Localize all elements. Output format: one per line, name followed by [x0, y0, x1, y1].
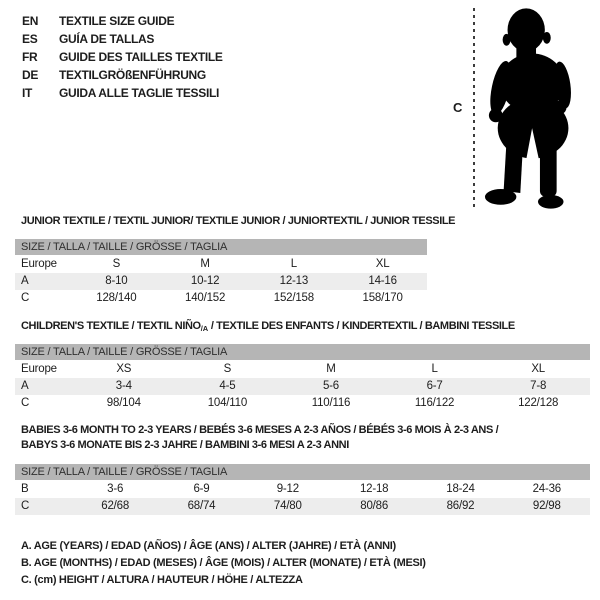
babies-size-table — [15, 464, 590, 515]
row-label: C — [21, 500, 30, 512]
size-cell: XL — [531, 363, 545, 375]
legend-age-months: B. AGE (MONTHS) / EDAD (MESES) / ÂGE (MOIS) / ALTER (MONATE) / ETÀ (MESI) — [21, 557, 426, 569]
table-row-height — [15, 290, 427, 307]
language-row-fr — [22, 48, 223, 66]
age-cell: 10-12 — [190, 275, 220, 287]
height-cell: 158/170 — [362, 292, 403, 304]
age-cell: 24-36 — [532, 483, 562, 495]
height-cell: 140/152 — [185, 292, 226, 304]
language-title: GUÍA DE TALLAS — [59, 32, 155, 46]
height-cell: 122/128 — [518, 397, 559, 409]
table-row-europe — [15, 361, 590, 378]
height-cell: 152/158 — [273, 292, 314, 304]
age-cell: 6-9 — [193, 483, 210, 495]
height-dashed-line — [472, 8, 476, 210]
language-code: FR — [22, 50, 38, 64]
row-label: A — [21, 380, 29, 392]
table-row-age — [15, 273, 427, 290]
age-cell: 8-10 — [105, 275, 128, 287]
height-cell: 116/122 — [414, 397, 455, 409]
row-label: A — [21, 275, 29, 287]
age-cell: 14-16 — [368, 275, 397, 287]
size-header-bar: SIZE / TALLA / TAILLE / GRÖSSE / TAGLIA — [15, 464, 590, 480]
size-cell: XS — [116, 363, 132, 375]
height-cell: 68/74 — [187, 500, 216, 512]
table-row-europe — [15, 256, 427, 273]
height-cell: 104/110 — [207, 397, 248, 409]
age-cell: 18-24 — [446, 483, 475, 495]
table-row-age — [15, 378, 590, 395]
age-cell: 9-12 — [276, 483, 299, 495]
language-title: GUIDA ALLE TAGLIE TESSILI — [59, 86, 220, 100]
legend-age-years: A. AGE (YEARS) / EDAD (AÑOS) / ÂGE (ANS) / ALTER (JAHRE) / ETÀ (ANNI) — [21, 540, 396, 552]
size-cell: XL — [375, 258, 390, 270]
language-code: IT — [22, 86, 33, 100]
height-cell: 86/92 — [446, 500, 475, 512]
height-measure-label: C — [453, 100, 463, 115]
row-label: Europe — [21, 363, 57, 375]
height-cell: 128/140 — [96, 292, 137, 304]
babies-table-title — [21, 423, 498, 453]
size-header-bar: SIZE / TALLA / TAILLE / GRÖSSE / TAGLIA — [15, 239, 427, 255]
size-header-bar: SIZE / TALLA / TAILLE / GRÖSSE / TAGLIA — [15, 344, 590, 360]
table-row-age-months — [15, 481, 590, 498]
title-line: BABIES 3-6 MONTH TO 2-3 YEARS / BEBÉS 3-6 MESES A 2-3 AÑOS / BÉBÉS 3-6 MOIS À 2-3 ANS / — [21, 424, 499, 436]
language-row-it — [22, 84, 223, 102]
row-label: Europe — [21, 258, 57, 270]
language-row-en — [22, 12, 223, 30]
age-cell: 4-5 — [219, 380, 236, 392]
language-title: TEXTILGRÖßENFÜHRUNG — [59, 68, 206, 82]
children-size-table — [15, 344, 590, 412]
size-cell: S — [223, 363, 232, 375]
language-code: DE — [22, 68, 39, 82]
children-table-title — [21, 319, 515, 336]
age-cell: 12-13 — [279, 275, 309, 287]
height-cell: 92/98 — [532, 500, 561, 512]
size-cell: M — [200, 258, 210, 270]
title-part: / TEXTILE DES ENFANTS / KINDERTEXTIL / BAMBINI TESSILE — [208, 320, 515, 332]
height-cell: 98/104 — [106, 397, 141, 409]
language-code: ES — [22, 32, 38, 46]
row-label: C — [21, 397, 30, 409]
row-label: B — [21, 483, 29, 495]
height-cell: 62/68 — [101, 500, 130, 512]
size-cell: M — [326, 363, 336, 375]
language-title: TEXTILE SIZE GUIDE — [59, 14, 175, 28]
age-cell: 7-8 — [530, 380, 547, 392]
height-cell: 110/116 — [311, 397, 351, 409]
age-cell: 3-4 — [115, 380, 132, 392]
title-part: CHILDREN'S TEXTILE / TEXTIL NIÑO — [21, 320, 201, 332]
junior-size-table — [15, 239, 427, 307]
table-row-height — [15, 498, 590, 515]
baby-silhouette — [483, 4, 591, 216]
language-row-de — [22, 66, 223, 84]
size-cell: L — [290, 258, 297, 270]
measure-legend — [21, 538, 426, 589]
size-cell: S — [112, 258, 121, 270]
language-title: GUIDE DES TAILLES TEXTILE — [59, 50, 223, 64]
language-title-list — [22, 12, 223, 102]
title-line: BABYS 3-6 MONATE BIS 2-3 JAHRE / BAMBINI 3-6 MESI A 2-3 ANNI — [21, 439, 349, 451]
age-cell: 12-18 — [359, 483, 389, 495]
junior-table-title: JUNIOR TEXTILE / TEXTIL JUNIOR/ TEXTILE JUNIOR / JUNIORTEXTIL / JUNIOR TESSILE — [21, 215, 456, 227]
table-row-height — [15, 395, 590, 412]
size-cell: L — [431, 363, 438, 375]
title-subscript: /A — [200, 324, 209, 333]
legend-height-cm: C. (cm) HEIGHT / ALTURA / HAUTEUR / HÖHE / ALTEZZA — [21, 574, 303, 586]
language-row-es — [22, 30, 223, 48]
age-cell: 5-6 — [322, 380, 339, 392]
row-label: C — [21, 292, 30, 304]
age-cell: 6-7 — [426, 380, 443, 392]
age-cell: 3-6 — [107, 483, 124, 495]
height-cell: 74/80 — [273, 500, 302, 512]
height-cell: 80/86 — [360, 500, 389, 512]
language-code: EN — [22, 14, 39, 28]
